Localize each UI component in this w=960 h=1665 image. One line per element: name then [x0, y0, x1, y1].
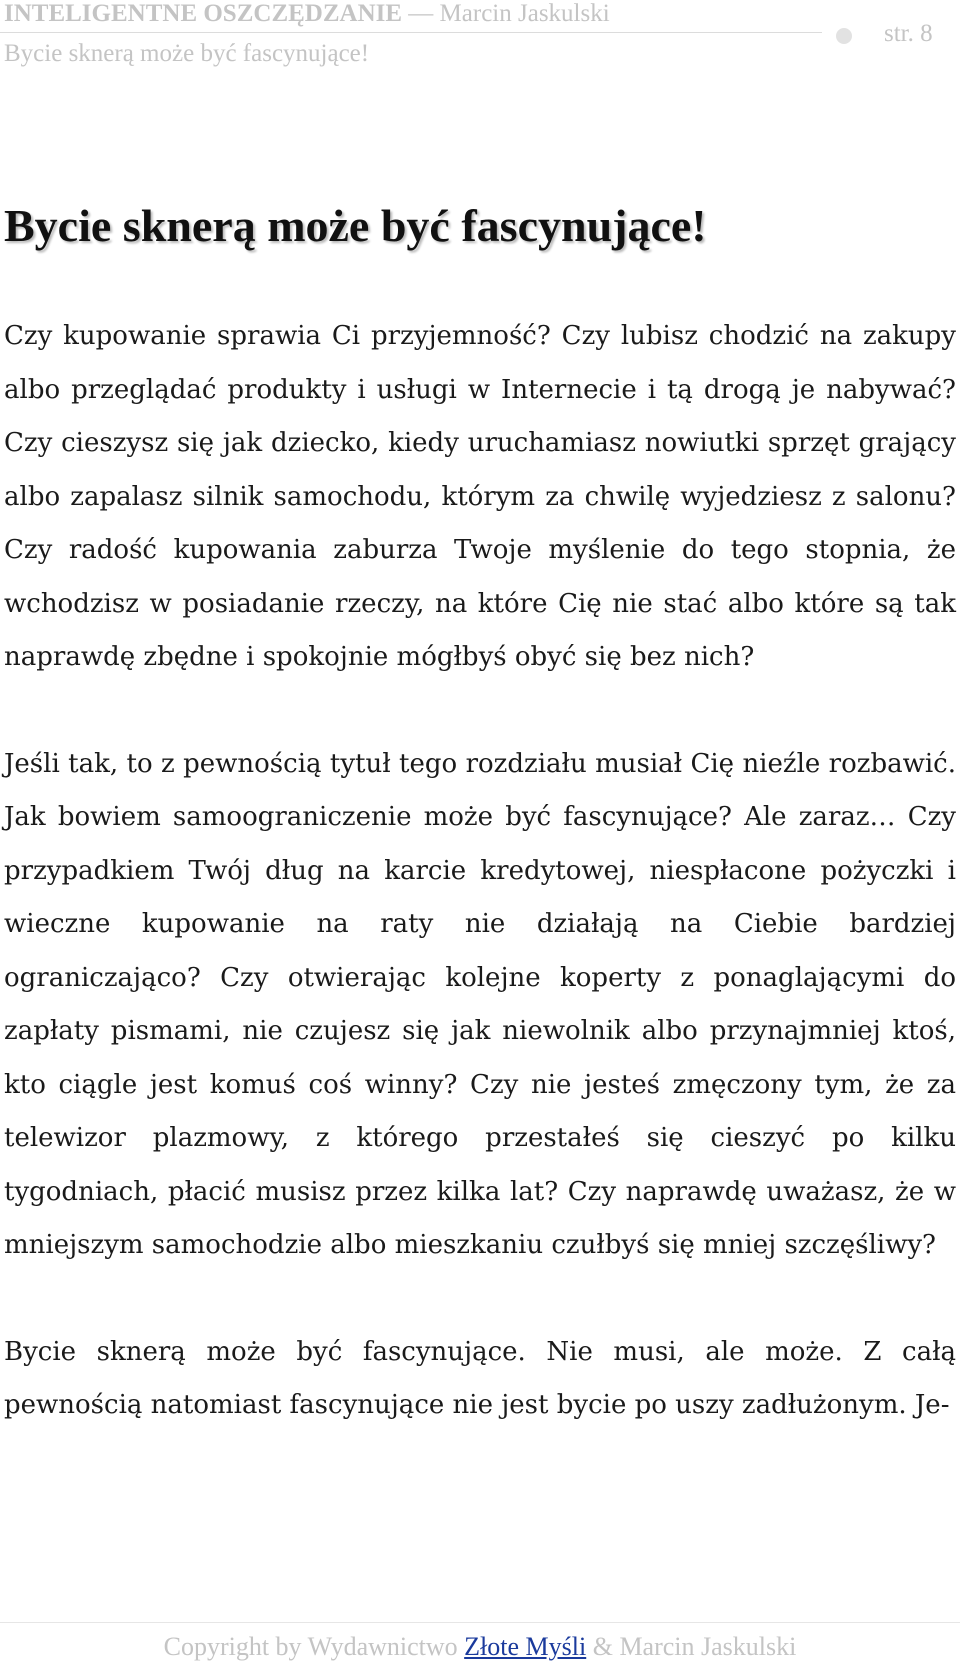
running-header [0, 0, 960, 80]
footer-rule [0, 1622, 960, 1623]
page-footer [0, 1632, 960, 1662]
header-book-line [4, 0, 610, 28]
paragraph-1: Czy kupowanie sprawia Ci przyjemność? Czy lubisz chodzić na zakupy albo przeglądać produkty i usługi w Internecie i tą drogą je nabywać? Czy cieszysz się jak dziecko, kiedy uruchamiasz nowiutki sprzęt grający albo zapalasz silnik samochodu, którym za chwilę wyjedziesz z salonu? Czy radość kupowania zaburza Twoje myślenie do tego stopnia, że wchodzisz w posiadanie rzeczy, na które Cię nie stać albo które są tak naprawdę zbędne i spokojnie mógłbyś obyć się bez nich? [4, 321, 956, 672]
page-number: str. 8 [884, 20, 933, 47]
header-separator: — [402, 0, 440, 27]
footer-copyright-prefix: Copyright by Wydawnictwo [163, 1632, 465, 1661]
header-author: Marcin Jaskulski [439, 0, 610, 27]
header-book-title: INTELIGENTNE OSZCZĘDZANIE [4, 0, 403, 27]
chapter-title: Bycie sknerą może być fascynujące! [4, 200, 707, 251]
paragraph-3: Bycie sknerą może być fascynujące. Nie musi, ale może. Z całą pewnością natomiast fascynujące nie jest bycie po uszy zadłużonym. Je- [4, 1336, 956, 1420]
header-chapter: Bycie sknerą może być fascynujące! [4, 40, 370, 67]
publisher-link[interactable]: Złote Myśli [464, 1632, 587, 1661]
footer-copyright-suffix: & Marcin Jaskulski [586, 1632, 797, 1661]
paragraph-2: Jeśli tak, to z pewnością tytuł tego rozdziału musiał Cię nieźle rozbawić. Jak bowiem samoograniczenie może być fascynujące? Ale zaraz… Czy przypadkiem Twój dług na karcie kredytowej, niespłacone pożyczki i wieczne kupowanie na raty nie działają na Ciebie bardziej ograniczająco? Czy otwierając kolejne koperty z ponaglającymi do zapłaty pismami, nie czujesz się jak niewolnik albo przynajmniej ktoś, kto ciągle jest komuś coś winny? Czy nie jesteś zmęczony tym, że za telewizor plazmowy, z którego przestałeś się cieszyć po kilku tygodniach, płacić musisz przez kilka lat? Czy naprawdę uważasz, że w mniejszym samochodzie albo mieszkaniu czułbyś się mniej szczęśliwy? [4, 748, 956, 1260]
header-rule [0, 32, 822, 33]
page-bullet-icon [836, 28, 852, 44]
chapter-body [4, 310, 956, 1486]
